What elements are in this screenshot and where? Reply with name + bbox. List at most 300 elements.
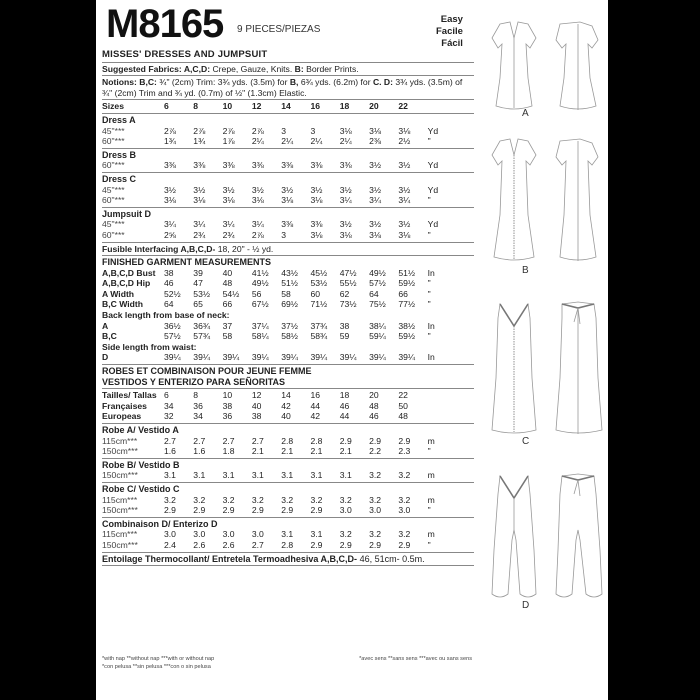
cell-value: 38	[339, 320, 350, 331]
cell-value: 39¼	[339, 352, 357, 363]
cell-value: 3¼	[251, 219, 264, 230]
cell-value: 43½	[281, 267, 298, 278]
cell-value: 2¼	[310, 136, 323, 147]
cell-value: 2⅞	[251, 125, 264, 136]
cell-value: 39	[193, 267, 203, 278]
cell-value: 34	[164, 400, 174, 411]
table-row	[102, 390, 474, 401]
unit: "	[427, 278, 431, 289]
notions: Notions: B,C: ¾" (2cm) Trim: 3¾ yds. (3.5m) for B, 6¾ yds. (6.2m) for C. D: 3¾ yds. (3.5m) of ¾" (2cm) Trim and ¾ yd. (0.7m) of ½" (1.3cm) Elastic.	[102, 76, 474, 100]
cell-value: 3.1	[310, 470, 323, 481]
cell-value: 3.2	[310, 494, 323, 505]
yardage-section	[102, 459, 474, 483]
cell-value: 2.7	[222, 435, 235, 446]
row-label: A	[102, 320, 109, 331]
cell-value: 3¼	[369, 195, 382, 206]
table-row	[102, 160, 474, 171]
row-label: 150cm***	[102, 539, 138, 550]
cell-value: 2.9	[398, 435, 411, 446]
cell-value: 42	[310, 411, 321, 422]
unit: m	[427, 494, 435, 505]
cell-value: 59½	[398, 278, 416, 289]
cell-value: 3⅜	[281, 219, 294, 230]
yardage-section	[102, 483, 474, 518]
table-row	[102, 195, 474, 206]
row-label: 150cm***	[102, 446, 138, 457]
cell-value: 52½	[164, 288, 181, 299]
table-row	[102, 401, 474, 412]
unit: "	[427, 539, 431, 550]
cell-value: 2.7	[251, 539, 264, 550]
cell-value: 55½	[339, 278, 357, 289]
unit: "	[427, 331, 431, 342]
cell-value: 65	[193, 299, 203, 310]
unit: In	[427, 352, 435, 363]
cell-value: 2.8	[310, 435, 323, 446]
cell-value: 38½	[398, 320, 416, 331]
cell-value: 3⅜	[339, 160, 352, 171]
section-title: Jumpsuit D	[102, 208, 152, 219]
row-label: Françaises	[102, 400, 147, 411]
cell-value: 3.1	[281, 529, 294, 540]
unit: Yd	[427, 160, 439, 171]
cell-value: 39¼	[281, 352, 298, 363]
metric-yardage-table	[102, 424, 474, 553]
table-row	[102, 268, 474, 279]
chart-body	[102, 50, 474, 566]
cell-value: 3⅜	[222, 160, 235, 171]
view-label-c: C	[522, 436, 530, 447]
cell-value: 53½	[193, 288, 211, 299]
unit: Yd	[427, 184, 439, 195]
cell-value: 71½	[310, 299, 328, 310]
cell-value: 2.7	[251, 435, 264, 446]
cell-value: 46	[369, 411, 379, 422]
row-label: 60"***	[102, 195, 125, 206]
cell-value: 3.1	[164, 470, 176, 481]
cell-value: 3½	[222, 184, 235, 195]
cell-value: 3¼	[339, 195, 352, 206]
cell-value: 60	[310, 288, 321, 299]
cell-value: 3.2	[164, 494, 176, 505]
cell-value: 3.1	[339, 470, 352, 481]
cell-value: 2¼	[281, 136, 294, 147]
table-row	[102, 446, 474, 457]
cell-value: 38	[164, 267, 174, 278]
cell-value: 2.9	[164, 505, 176, 516]
intl-sizes	[102, 389, 474, 424]
cell-value: 3⅜	[310, 219, 323, 230]
cell-value: 18	[339, 390, 350, 401]
cell-value: 3¼	[222, 219, 235, 230]
cell-value: 3.2	[281, 494, 294, 505]
cell-value: 57½	[369, 278, 386, 289]
cell-value: 38	[251, 411, 262, 422]
cell-value: 3⅛	[369, 125, 382, 136]
row-label: A,B,C,D Bust	[102, 267, 156, 278]
section-title: Robe B/ Vestido B	[102, 459, 180, 470]
cell-value: 2.1	[310, 446, 323, 457]
section-title: Dress B	[102, 149, 137, 160]
cell-value: 3.0	[222, 529, 235, 540]
footnotes: *with nap **without nap ***with or without nap *con pelusa **sin pelusa ***con o sin pelusa *avec sens **sans sens ***avec ou sans sens	[102, 656, 472, 670]
cell-value: 36	[222, 411, 233, 422]
cell-value: 3⅛	[339, 125, 352, 136]
cell-value: 38	[222, 400, 233, 411]
cell-value: 22	[398, 390, 408, 401]
cell-value: 14	[281, 101, 291, 112]
cell-value: 2.9	[310, 505, 323, 516]
cell-value: 39¼	[310, 352, 328, 363]
cell-value: 1⅞	[222, 136, 235, 147]
cell-value: 2⅞	[222, 125, 235, 136]
cell-value: 2.6	[222, 539, 235, 550]
cell-value: 3½	[369, 184, 382, 195]
cell-value: 3.0	[193, 529, 206, 540]
cell-value: 2.9	[339, 435, 352, 446]
cell-value: 39¼	[369, 352, 386, 363]
table-row	[102, 411, 474, 422]
metric-interfacing-note: Entoilage Thermocollant/ Entretela Termoadhesiva A,B,C,D- 46, 51cm- 0.5m.	[102, 553, 474, 567]
cell-value: 57¾	[193, 331, 211, 342]
cell-value: 48	[222, 278, 233, 289]
cell-value: 3⅛	[281, 195, 294, 206]
cell-value: 2.8	[281, 539, 294, 550]
cell-value: 66	[222, 299, 233, 310]
unit: Yd	[427, 125, 439, 136]
cell-value: 2.4	[164, 539, 176, 550]
yardage-section	[102, 149, 474, 173]
table-row	[102, 321, 474, 332]
cell-value: 10	[222, 390, 233, 401]
section-title: Dress A	[102, 114, 136, 125]
view-d-illustration	[480, 470, 608, 610]
row-label: 60"***	[102, 160, 125, 171]
finished-measurements: FINISHED GARMENT MEASUREMENTS A,B,C,D Bust 38 39 40 41½ 43½ 45½ 47½ 49½ 51½ In A,B,C,D Hip 46 47 48 49½ 51½ 53½ 55½ 57½ 59½ " A Width 52½ 53½ 54½ 56 58 60 62 64 66 " B,C Width 64 65 66 67½ 69½ 71½ 73½ 75½ 77½ " Back length from base of neck: A 36½ 36¾ 37 37¼ 37½ 37¾ 38 38¼ 38½ In B,C 57½ 57¾ 58 58¼ 58½ 58¾ 59 59¼ 59½ " Side length from waist: D 39¼ 39¼ 39¼ 39¼ 39¼ 39¼ 39¼ 39¼ 39¼ In	[102, 256, 474, 365]
row-label: Europeas	[102, 411, 142, 422]
cell-value: 3½	[281, 184, 294, 195]
cell-value: 3¼	[164, 219, 176, 230]
cell-value: 38¼	[369, 320, 386, 331]
cell-value: 3⅜	[281, 160, 294, 171]
yardage-section	[102, 114, 474, 149]
cell-value: 3½	[369, 160, 382, 171]
unit: In	[427, 267, 435, 278]
cell-value: 3.2	[398, 494, 411, 505]
unit: "	[427, 505, 431, 516]
cell-value: 12	[251, 390, 262, 401]
section-title: Dress C	[102, 173, 137, 184]
row-label: D	[102, 352, 109, 363]
row-label: A,B,C,D Hip	[102, 278, 151, 289]
cell-value: 3.1	[251, 470, 264, 481]
cell-value: 8	[193, 390, 199, 401]
cell-value: 2.9	[193, 505, 206, 516]
side-length-title: Side length from waist:	[102, 341, 197, 352]
row-label: 150cm***	[102, 470, 138, 481]
cell-value: 36	[193, 400, 203, 411]
cell-value: 3⅛	[193, 195, 206, 206]
cell-value: 3.2	[398, 529, 411, 540]
cell-value: 41½	[251, 267, 269, 278]
line-drawings	[480, 0, 608, 700]
cell-value: 40	[251, 400, 262, 411]
cell-value: 3⅛	[398, 229, 411, 240]
cell-value: 3.2	[369, 529, 382, 540]
cell-value: 3	[310, 125, 316, 136]
back-length-title: Back length from base of neck:	[102, 310, 230, 321]
cell-value: 2⅞	[251, 229, 264, 240]
table-row	[102, 540, 474, 551]
cell-value: 40	[222, 267, 233, 278]
cell-value: 10	[222, 101, 233, 112]
cell-value: 3.1	[281, 470, 294, 481]
view-label-b: B	[522, 265, 529, 276]
section-title: Robe A/ Vestido A	[102, 425, 179, 435]
cell-value: 2.1	[251, 446, 264, 457]
table-row	[102, 136, 474, 147]
cell-value: 54½	[222, 288, 240, 299]
cell-value: 2.9	[310, 539, 323, 550]
cell-value: 6	[164, 390, 169, 401]
cell-value: 2.9	[251, 505, 264, 516]
cell-value: 20	[369, 101, 379, 112]
unit: m	[427, 529, 435, 540]
cell-value: 3⅛	[310, 195, 323, 206]
cell-value: 2.7	[193, 435, 206, 446]
cell-value: 16	[310, 390, 321, 401]
cell-value: 37½	[281, 320, 298, 331]
cell-value: 44	[339, 411, 350, 422]
cell-value: 3.0	[369, 505, 382, 516]
cell-value: 3½	[164, 184, 176, 195]
cell-value: 2.8	[281, 435, 294, 446]
suggested-fabrics: Suggested Fabrics: A,C,D: Crepe, Gauze, Knits. B: Border Prints.	[102, 63, 474, 77]
cell-value: 1.6	[164, 446, 176, 457]
pieces-count: 9 PIECES/PIEZAS	[237, 24, 321, 35]
cell-value: 36¾	[193, 320, 211, 331]
cell-value: 2½	[398, 136, 411, 147]
cell-value: 3.1	[193, 470, 206, 481]
cell-value: 2¾	[222, 229, 235, 240]
cell-value: 67½	[251, 299, 269, 310]
row-label: Tailles/ Tallas	[102, 390, 157, 401]
cell-value: 3½	[193, 184, 206, 195]
unit: "	[427, 229, 431, 240]
sizes-row	[102, 100, 474, 114]
cell-value: 47	[193, 278, 203, 289]
cell-value: 47½	[339, 267, 357, 278]
cell-value: 37	[222, 320, 233, 331]
cell-value: 58	[281, 288, 291, 299]
table-row	[102, 436, 474, 447]
unit: "	[427, 136, 431, 147]
unit: Yd	[427, 219, 439, 230]
cell-value: 18	[339, 101, 350, 112]
cell-value: 48	[398, 411, 408, 422]
cell-value: 2¼	[339, 136, 352, 147]
cell-value: 3½	[339, 184, 352, 195]
cell-value: 14	[281, 390, 291, 401]
cell-value: 3.1	[222, 470, 235, 481]
cell-value: 20	[369, 390, 379, 401]
cell-value: 39¼	[398, 352, 416, 363]
row-label: 115cm***	[102, 435, 138, 446]
cell-value: 73½	[339, 299, 357, 310]
cell-value: 45½	[310, 267, 328, 278]
row-label: 60"***	[102, 136, 125, 147]
cell-value: 2.1	[339, 446, 352, 457]
cell-value: 3½	[398, 184, 411, 195]
cell-value: 3⅜	[164, 160, 176, 171]
cell-value: 3.2	[369, 494, 382, 505]
cell-value: 37¾	[310, 320, 328, 331]
unit: "	[427, 446, 431, 457]
table-row	[102, 219, 474, 230]
row-label: 45"***	[102, 184, 125, 195]
row-label: 45"***	[102, 125, 125, 136]
cell-value: 3⅛	[222, 195, 235, 206]
cell-value: 75½	[369, 299, 386, 310]
cell-value: 62	[339, 288, 350, 299]
row-label: B,C Width	[102, 299, 143, 310]
cell-value: 1.8	[222, 446, 235, 457]
cell-value: 36½	[164, 320, 181, 331]
cell-value: 3.2	[339, 529, 352, 540]
cell-value: 3⅛	[251, 195, 264, 206]
cell-value: 64	[164, 299, 174, 310]
row-label: 150cm***	[102, 505, 138, 516]
table-row	[102, 529, 474, 540]
yardage-section	[102, 208, 474, 243]
row-label: 115cm***	[102, 529, 138, 540]
cell-value: 1¾	[193, 136, 206, 147]
section-title: Robe C/ Vestido C	[102, 483, 180, 494]
unit: "	[427, 195, 431, 206]
cell-value: 2.6	[193, 539, 206, 550]
cell-value: 3½	[339, 219, 352, 230]
view-b-illustration	[480, 135, 608, 265]
cell-value: 3½	[398, 219, 411, 230]
section-title: Combinaison D/ Enterizo D	[102, 518, 218, 529]
cell-value: 66	[398, 288, 408, 299]
cell-value: 1¾	[164, 136, 176, 147]
cell-value: 12	[251, 101, 262, 112]
cell-value: 3⅛	[369, 229, 382, 240]
table-row	[102, 331, 474, 342]
cell-value: 2⅞	[164, 125, 176, 136]
table-row	[102, 505, 474, 516]
cell-value: 69½	[281, 299, 298, 310]
cell-value: 59½	[398, 331, 416, 342]
cell-value: 2.9	[369, 435, 382, 446]
cell-value: 3⅛	[164, 195, 176, 206]
cell-value: 3.0	[164, 529, 176, 540]
view-c-illustration	[480, 298, 608, 438]
cell-value: 58½	[281, 331, 298, 342]
yardage-section	[102, 424, 474, 459]
cell-value: 3.2	[339, 494, 352, 505]
unit: m	[427, 470, 435, 481]
cell-value: 3	[281, 229, 286, 240]
cell-value: 3½	[369, 219, 382, 230]
cell-value: 49½	[369, 267, 386, 278]
yardage-section	[102, 518, 474, 553]
cell-value: 39¼	[251, 352, 269, 363]
cell-value: 2.9	[398, 539, 411, 550]
cell-value: 2.9	[222, 505, 235, 516]
cell-value: 64	[369, 288, 379, 299]
cell-value: 6	[164, 101, 169, 112]
row-label: A Width	[102, 288, 135, 299]
table-row	[102, 278, 474, 289]
cell-value: 3.2	[398, 470, 411, 481]
cell-value: 53½	[310, 278, 328, 289]
cell-value: 49½	[251, 278, 269, 289]
cell-value: 39¼	[164, 352, 181, 363]
table-row	[102, 230, 474, 241]
row-label: B,C	[102, 331, 117, 342]
table-row	[102, 352, 474, 363]
cell-value: 3¼	[398, 195, 411, 206]
table-row	[102, 470, 474, 481]
table-row	[102, 289, 474, 300]
cell-value: 3½	[398, 160, 411, 171]
view-label-d: D	[522, 600, 530, 611]
view-a-illustration	[480, 18, 608, 113]
cell-value: 2¼	[251, 136, 264, 147]
yardage-section	[102, 173, 474, 208]
cell-value: 77½	[398, 299, 416, 310]
cell-value: 3.0	[339, 505, 352, 516]
cell-value: 2⅜	[369, 136, 382, 147]
cell-value: 46	[339, 400, 350, 411]
unit: "	[427, 288, 431, 299]
cell-value: 3.0	[398, 505, 411, 516]
row-label: 60"***	[102, 229, 125, 240]
cell-value: 58	[222, 331, 233, 342]
cell-value: 39¼	[222, 352, 240, 363]
cell-value: 2.9	[369, 539, 382, 550]
cell-value: 3½	[251, 184, 264, 195]
cell-value: 51½	[281, 278, 298, 289]
table-row	[102, 299, 474, 310]
cell-value: 3.2	[369, 470, 382, 481]
cell-value: 3¼	[193, 219, 206, 230]
cell-value: 51½	[398, 267, 416, 278]
cell-value: 3.2	[251, 494, 264, 505]
cell-value: 37¼	[251, 320, 269, 331]
cell-value: 58¾	[310, 331, 328, 342]
cell-value: 3⅜	[251, 160, 264, 171]
table-row	[102, 126, 474, 137]
yardage-table	[102, 114, 474, 243]
cell-value: 2.9	[339, 539, 352, 550]
row-label: 115cm***	[102, 494, 138, 505]
cell-value: 22	[398, 101, 408, 112]
cell-value: 3⅛	[310, 229, 323, 240]
cell-value: 3.0	[251, 529, 264, 540]
pattern-envelope-back	[96, 0, 608, 700]
table-row	[102, 185, 474, 196]
cell-value: 3.1	[310, 529, 323, 540]
unit: In	[427, 320, 435, 331]
cell-value: 1.6	[193, 446, 206, 457]
cell-value: 3.2	[222, 494, 235, 505]
cell-value: 50	[398, 400, 408, 411]
cell-value: 39¼	[193, 352, 211, 363]
cell-value: 2.7	[164, 435, 176, 446]
